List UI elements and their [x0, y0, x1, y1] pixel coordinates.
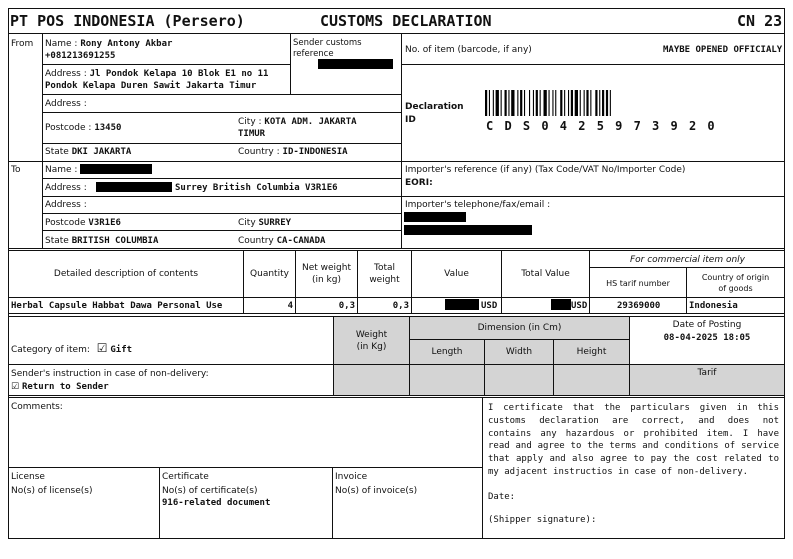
barcode-bar	[555, 90, 556, 116]
certification-text: I certificate that the particulars given in this customs declaration are correct, and does not contains any hazardous or prohibited item. I have read and agree to the terms and conditions of service that apply and also agree to pay the cost related to my adjacent instructios in case of non-delivery.	[488, 403, 779, 477]
value-header: Value	[444, 269, 469, 279]
hs-tariff-header: HS tarif number	[606, 279, 670, 288]
item-description: Herbal Capsule Habbat Dawa Personal Use	[11, 301, 223, 311]
barcode-bar	[552, 90, 553, 116]
barcode-bar	[586, 90, 588, 116]
barcode-bar	[560, 90, 562, 116]
sender-phone: +081213691255	[45, 51, 116, 61]
frame-right	[784, 8, 785, 538]
sender-name: Rony Antony Akbar	[80, 39, 173, 49]
sender-address-line1: Jl Pondok Kelapa 10 Blok E1 no 11	[89, 69, 269, 79]
redacted-importer-phone	[404, 212, 466, 222]
tarif-label: Tarif	[697, 368, 717, 378]
sender-customs-ref-label-1: Sender customs	[293, 38, 362, 48]
total-weight-header-1: Total	[373, 263, 396, 273]
sender-country-label: Country :	[238, 147, 280, 157]
barcode-bar	[524, 90, 525, 116]
barcode-bar	[599, 90, 600, 116]
frame-top	[8, 8, 785, 9]
importer-reference-label: Importer's reference (if any) (Tax Code/VAT No/Importer Code)	[405, 165, 686, 175]
recipient-country: CA-CANADA	[276, 236, 326, 246]
barcode-bar	[595, 90, 597, 116]
item-quantity: 4	[287, 301, 293, 311]
category-value: Gift	[110, 345, 133, 355]
barcode-bar	[571, 90, 573, 116]
declaration-id: C D S 0 4 2 5 9 7 3 9 2 0	[486, 119, 717, 133]
certification-date-label: Date:	[488, 492, 516, 502]
form-code: CN 23	[737, 12, 783, 30]
weight-label-1: Weight	[355, 330, 388, 340]
item-total-value-currency: USD	[571, 301, 588, 311]
declaration-barcode	[485, 90, 701, 118]
posting-date: 08-04-2025 18:05	[663, 333, 751, 343]
quantity-header: Quantity	[250, 269, 289, 279]
dimension-label: Dimension (in Cm)	[477, 323, 562, 333]
redacted-recipient-name	[80, 164, 152, 174]
barcode-bar	[602, 90, 604, 116]
recipient-address2-label: Address :	[45, 200, 87, 210]
sender-address2-label: Address :	[45, 99, 87, 109]
return-checkbox[interactable]: ☑	[11, 382, 20, 392]
recipient-country-label: Country	[238, 236, 274, 246]
recipient-postcode-label: Postcode	[45, 218, 86, 228]
redacted-importer-email	[404, 225, 532, 235]
frame-bottom	[8, 538, 785, 539]
shipper-signature-label: (Shipper signature):	[488, 515, 597, 525]
form-title: CUSTOMS DECLARATION	[320, 12, 492, 30]
sender-address-line2: Pondok Kelapa Duren Sawit Jakarta Timur	[45, 81, 257, 91]
certificate-title: Certificate	[162, 472, 209, 482]
recipient-address-suffix: Surrey British Columbia V3R1E6	[175, 183, 338, 193]
maybe-opened-notice: MAYBE OPENED OFFICIALY	[663, 45, 783, 55]
sender-state: DKI JAKARTA	[71, 147, 132, 157]
barcode-bar	[493, 90, 494, 116]
net-weight-header-2: (in kg)	[311, 275, 341, 285]
declaration-label-1: Declaration	[405, 102, 464, 112]
commercial-item-label: For commercial item only	[629, 255, 746, 265]
barcode-bar	[501, 90, 502, 116]
invoice-label: No(s) of invoice(s)	[335, 486, 418, 496]
barcode-bar	[590, 90, 591, 116]
width-label: Width	[505, 347, 533, 357]
barcode-bar	[520, 90, 522, 116]
barcode-bar	[606, 90, 608, 116]
sender-name-label: Name :	[45, 39, 78, 49]
recipient-address-label: Address :	[45, 183, 87, 193]
item-hs-tariff: 29369000	[617, 301, 661, 311]
barcode-bar	[610, 90, 611, 116]
item-value-currency: USD	[481, 301, 498, 311]
sender-recipient-rule	[8, 161, 785, 162]
sender-city-line2: TIMUR	[238, 129, 266, 139]
weight-label-2: (in Kg)	[356, 342, 387, 352]
barcode-bar	[517, 90, 518, 116]
from-label: From	[11, 39, 34, 49]
total-value-header: Total Value	[521, 269, 570, 279]
non-delivery-label: Sender's instruction in case of non-delivery:	[11, 369, 209, 379]
barcode-bar	[568, 90, 569, 116]
license-title: License	[11, 472, 45, 482]
recipient-state-label: State	[45, 236, 69, 246]
no-of-item-label: No. of item (barcode, if any)	[405, 45, 532, 55]
barcode-bar	[529, 90, 530, 116]
barcode-bar	[505, 90, 507, 116]
redacted-recipient-address	[96, 182, 172, 192]
sender-customs-ref-label-2: reference	[293, 49, 334, 59]
barcode-bar	[485, 90, 487, 116]
redacted-item-total-value	[551, 299, 571, 310]
eori-label: EORI:	[405, 178, 433, 188]
non-delivery-value: Return to Sender	[21, 382, 109, 392]
barcode-bar	[544, 90, 547, 116]
label-column-divider	[42, 33, 43, 248]
gift-checkbox[interactable]: ☑	[96, 341, 108, 355]
height-label: Height	[576, 347, 607, 357]
recipient-name-label: Name :	[45, 165, 78, 175]
origin-header-1: Country of origin	[701, 273, 770, 282]
certificate-label: No(s) of certificate(s)	[162, 486, 258, 496]
invoice-title: Invoice	[335, 472, 368, 482]
comments-label: Comments:	[11, 402, 63, 412]
company-name: PT POS INDONESIA (Persero)	[10, 12, 245, 30]
sender-postcode: 13450	[94, 123, 122, 133]
net-weight-header-1: Net weight	[301, 263, 351, 273]
certificate-value: 916-related document	[162, 498, 271, 508]
declaration-label-2: ID	[405, 115, 416, 125]
length-label: Length	[431, 347, 463, 357]
barcode-bar	[549, 90, 550, 116]
redacted-customs-ref	[318, 59, 393, 69]
recipient-city-label: City	[238, 218, 256, 228]
recipient-state: BRITISH COLUMBIA	[71, 236, 159, 246]
sender-postcode-label: Postcode :	[45, 123, 92, 133]
item-total-weight: 0,3	[392, 301, 409, 311]
barcode-bar	[575, 90, 578, 116]
license-label: No(s) of license(s)	[11, 486, 93, 496]
barcode-bar	[580, 90, 581, 116]
item-net-weight: 0,3	[338, 301, 355, 311]
barcode-bar	[540, 90, 541, 116]
redacted-item-value	[445, 299, 479, 310]
item-origin: Indonesia	[689, 301, 738, 311]
posting-date-label: Date of Posting	[672, 320, 742, 330]
sender-city-line1: KOTA ADM. JAKARTA	[264, 117, 357, 127]
category-label: Category of item:	[11, 345, 90, 355]
origin-header-2: of goods	[718, 284, 753, 293]
barcode-bar	[533, 90, 534, 116]
recipient-city: SURREY	[258, 218, 292, 228]
barcode-bar	[508, 90, 509, 116]
sender-country: ID-INDONESIA	[282, 147, 348, 157]
main-divider	[401, 33, 402, 248]
barcode-bar	[564, 90, 565, 116]
total-weight-header-2: weight	[369, 275, 400, 285]
barcode-bar	[536, 90, 538, 116]
barcode-bar	[511, 90, 514, 116]
description-header: Detailed description of contents	[53, 269, 199, 279]
sender-state-label: State	[45, 147, 69, 157]
barcode-bar	[584, 90, 585, 116]
header-rule	[8, 33, 785, 34]
sender-address-label: Address :	[45, 69, 87, 79]
to-label: To	[11, 165, 21, 175]
sender-city-label: City :	[238, 117, 262, 127]
recipient-postcode: V3R1E6	[88, 218, 121, 228]
barcode-bar	[489, 90, 490, 116]
barcode-bar	[496, 90, 499, 116]
table-double-rule	[8, 250, 785, 251]
importer-phone-label: Importer's telephone/fax/email :	[405, 200, 551, 210]
